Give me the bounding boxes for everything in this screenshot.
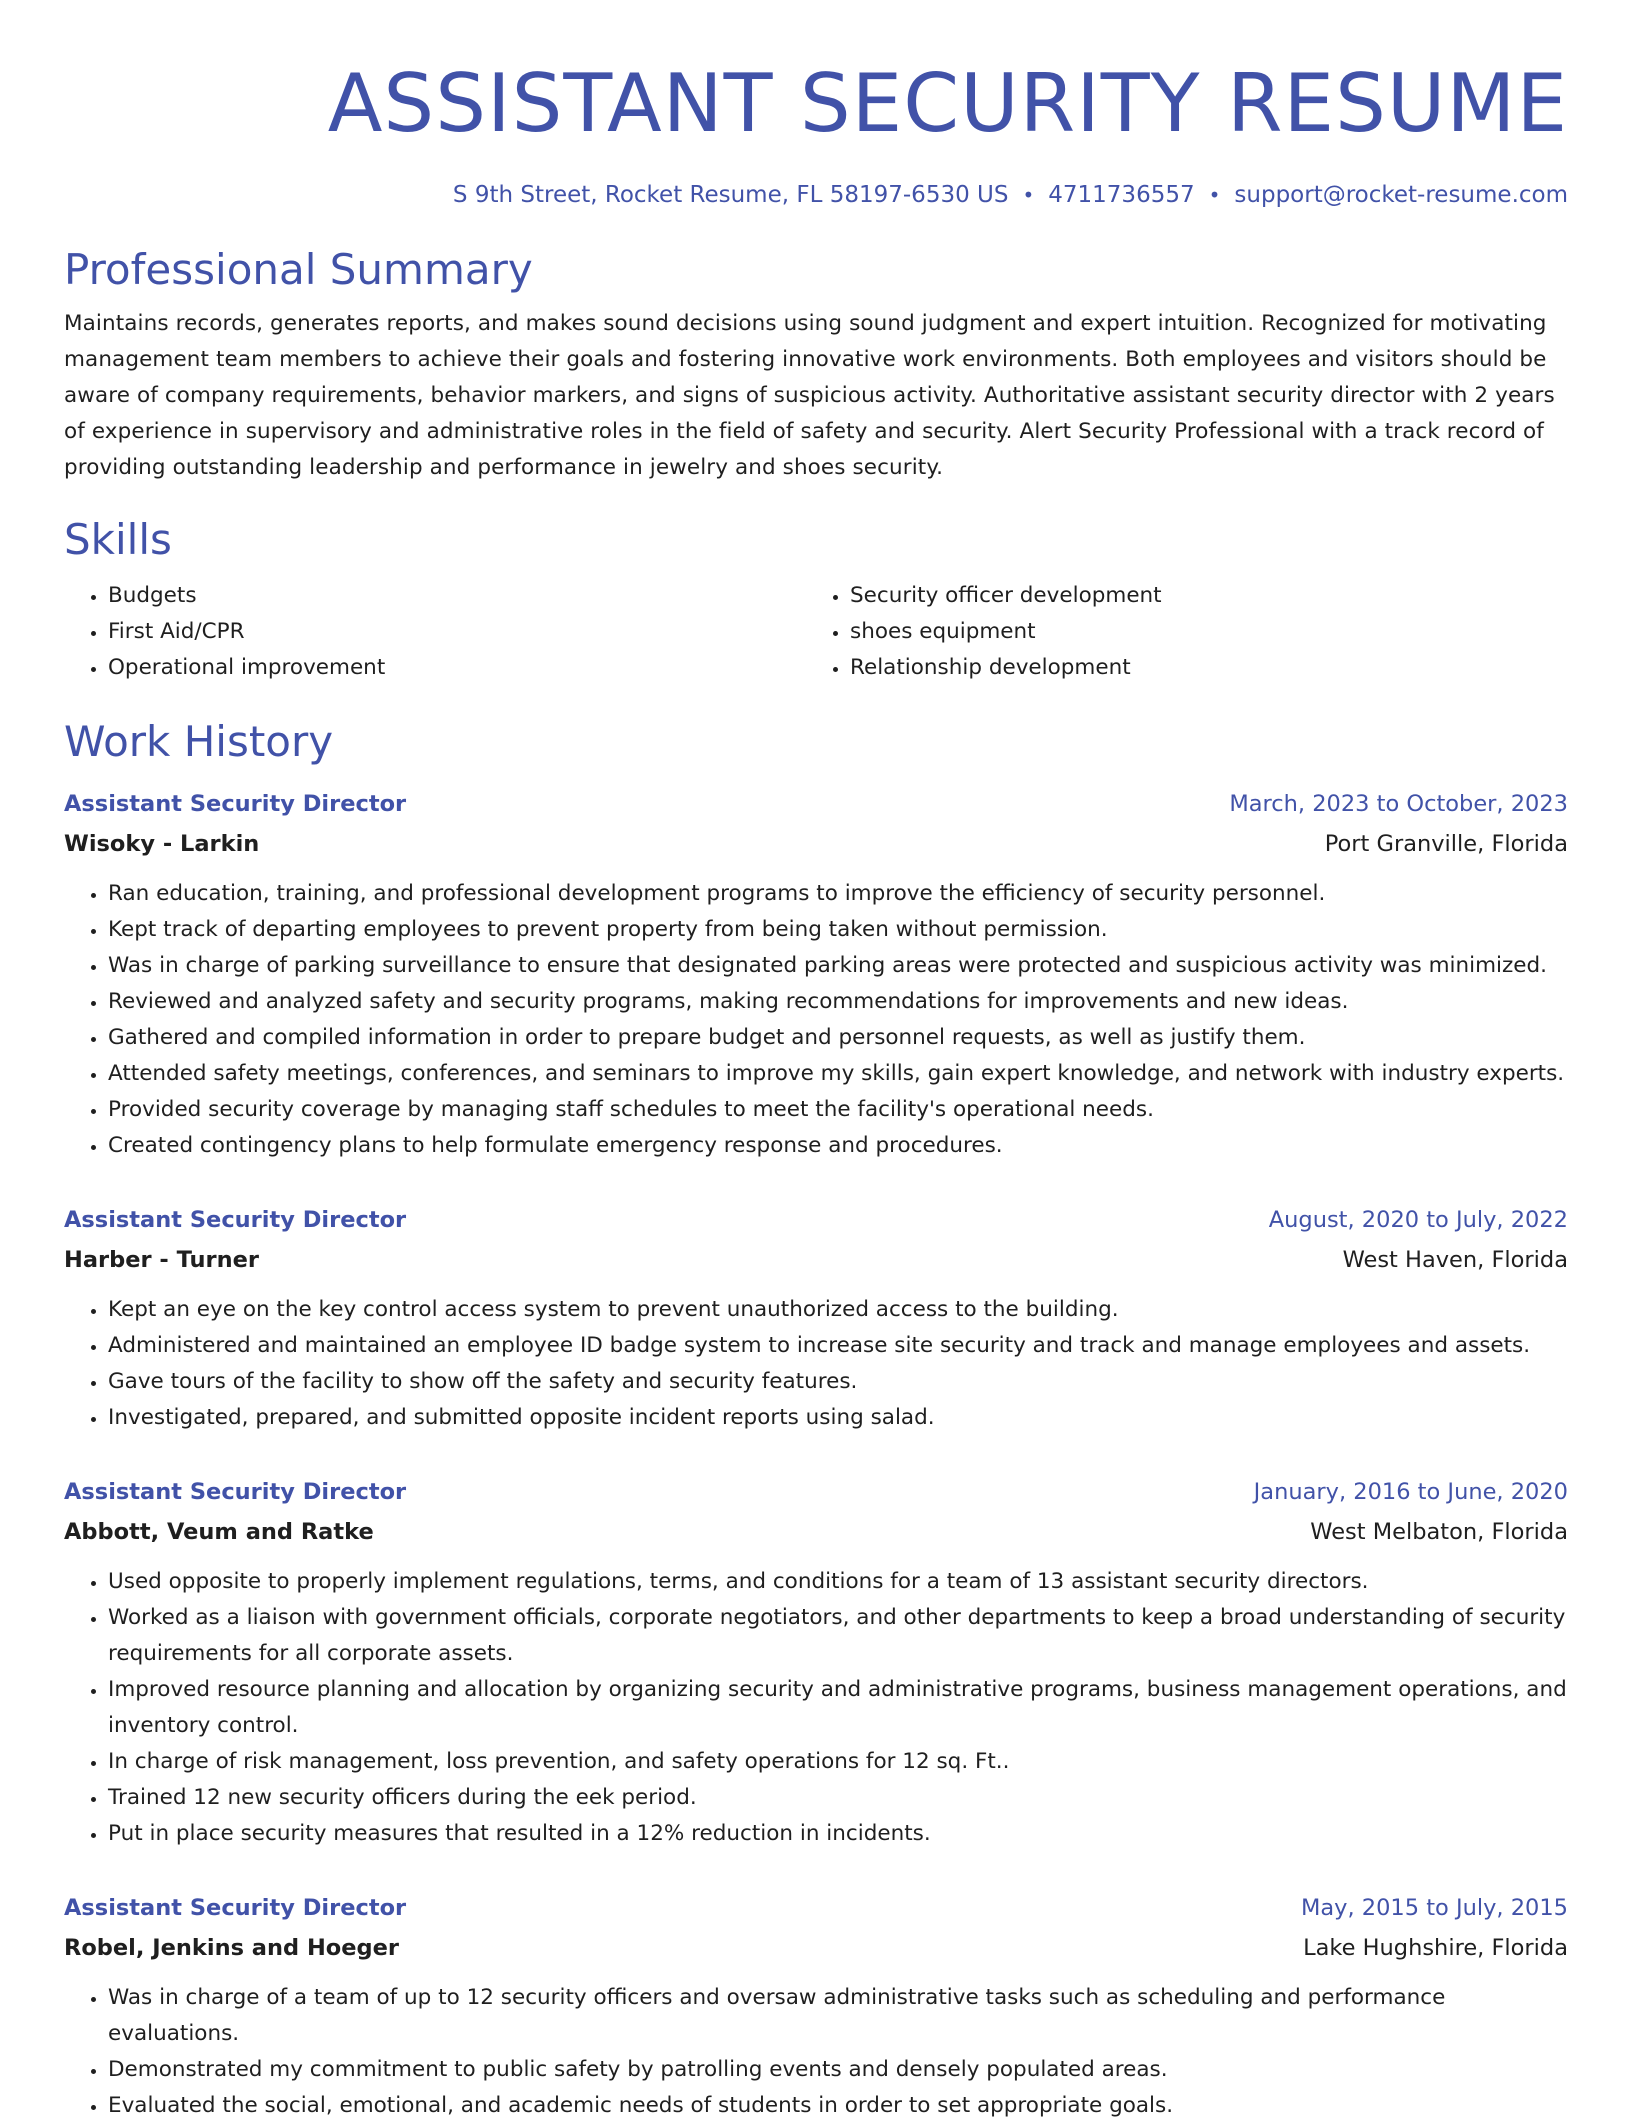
job-location: West Melbaton, Florida — [1310, 1519, 1568, 1545]
contact-separator: • — [1022, 183, 1035, 207]
job-duty-item: • Was in charge of parking surveillance to ensure that designated parking areas were protected and suspicious activity was minimized. — [108, 948, 1568, 984]
job-duties-list — [64, 1564, 1568, 1852]
contact-separator: • — [1208, 183, 1221, 207]
professional-summary-section — [64, 244, 1568, 486]
section-title-work-history: Work History — [64, 717, 334, 766]
skill-item: • Operational improvement — [108, 650, 806, 686]
job-duty-item: • Provided security coverage by managing staff schedules to meet the facility's operational needs. — [108, 1092, 1568, 1128]
job-company-row — [64, 824, 1568, 864]
job-duty-item: • Trained 12 new security officers during the eek period. — [108, 1780, 1568, 1816]
job-duty-item: • Reviewed and analyzed safety and security programs, making recommendations for improvements and new ideas. — [108, 984, 1568, 1020]
job-company: Robel, Jenkins and Hoeger — [64, 1935, 399, 1961]
job-company-row — [64, 1512, 1568, 1552]
job-duty-item: • Was in charge of a team of up to 12 security officers and oversaw administrative tasks such as scheduling and performance evaluations. — [108, 1980, 1568, 2052]
job-entry — [64, 1888, 1568, 2124]
job-entry — [64, 784, 1568, 1164]
job-location: Lake Hughshire, Florida — [1303, 1935, 1568, 1961]
job-duties-list — [64, 876, 1568, 1164]
skill-item: • Relationship development — [850, 650, 1548, 686]
job-dates: May, 2015 to July, 2015 — [1300, 1895, 1568, 1921]
skill-item: • Security officer development — [850, 578, 1548, 614]
skills-list-left — [64, 578, 806, 686]
skills-grid — [64, 578, 1568, 686]
job-dates: January, 2016 to June, 2020 — [1253, 1479, 1568, 1505]
job-title: Assistant Security Director — [64, 1207, 407, 1233]
job-duty-item: • Improved resource planning and allocation by organizing security and administrative programs, business management operations, and inventory control. — [108, 1672, 1568, 1744]
job-duty-item: • Ran education, training, and professional development programs to improve the efficiency of security personnel. — [108, 876, 1568, 912]
job-duties-list — [64, 1292, 1568, 1436]
job-entry — [64, 1472, 1568, 1852]
job-dates: March, 2023 to October, 2023 — [1229, 791, 1568, 817]
skill-item: • Budgets — [108, 578, 806, 614]
resume-title: ASSISTANT SECURITY RESUME — [327, 57, 1568, 150]
resume-header — [64, 0, 1568, 210]
job-duty-item: • Used opposite to properly implement regulations, terms, and conditions for a team of 13 assistant security directors. — [108, 1564, 1568, 1600]
section-title-skills: Skills — [64, 515, 172, 564]
contact-email: support@rocket-resume.com — [1234, 182, 1568, 208]
job-duty-item: • Created contingency plans to help formulate emergency response and procedures. — [108, 1128, 1568, 1164]
contact-line — [64, 180, 1568, 210]
skills-section — [64, 514, 1568, 686]
job-duty-item: • Administered and maintained an employee ID badge system to increase site security and track and manage employees and assets. — [108, 1328, 1568, 1364]
job-company: Wisoky - Larkin — [64, 831, 260, 857]
job-duty-item: • Put in place security measures that resulted in a 12% reduction in incidents. — [108, 1816, 1568, 1852]
job-location: Port Granville, Florida — [1324, 831, 1568, 857]
contact-address: S 9th Street, Rocket Resume, FL 58197-6530 US — [452, 182, 1009, 208]
job-dates: August, 2020 to July, 2022 — [1268, 1207, 1568, 1233]
job-duty-item: • In charge of risk management, loss prevention, and safety operations for 12 sq. Ft.. — [108, 1744, 1568, 1780]
contact-phone: 4711736557 — [1048, 182, 1195, 208]
job-entry — [64, 1200, 1568, 1436]
skill-item: • First Aid/CPR — [108, 614, 806, 650]
job-company-row — [64, 1240, 1568, 1280]
job-title-row — [64, 784, 1568, 824]
job-title: Assistant Security Director — [64, 1479, 407, 1505]
job-title-row — [64, 1472, 1568, 1512]
section-title-summary: Professional Summary — [64, 245, 533, 294]
job-duty-item: • Kept track of departing employees to prevent property from being taken without permission. — [108, 912, 1568, 948]
job-title: Assistant Security Director — [64, 791, 407, 817]
job-title: Assistant Security Director — [64, 1895, 407, 1921]
job-duties-list — [64, 1980, 1568, 2124]
summary-text: Maintains records, generates reports, and makes sound decisions using sound judgment and expert intuition. Recognized for motivating management team members to achieve their goals and fostering innovative work environments. Both employees and visitors should be aware of company requirements, behavior markers, and signs of suspicious activity. Authoritative assistant security director with 2 years of experience in supervisory and administrative roles in the field of safety and security. Alert Security Professional with a track record of providing outstanding leadership and performance in jewelry and shoes security. — [64, 311, 1555, 480]
job-title-row — [64, 1888, 1568, 1928]
job-duty-item: • Kept an eye on the key control access system to prevent unauthorized access to the building. — [108, 1292, 1568, 1328]
job-duty-item: • Attended safety meetings, conferences, and seminars to improve my skills, gain expert knowledge, and network with industry experts. — [108, 1056, 1568, 1092]
work-history-section — [64, 716, 1568, 2124]
job-duty-item: • Gave tours of the facility to show off the safety and security features. — [108, 1364, 1568, 1400]
job-company-row — [64, 1928, 1568, 1968]
job-duty-item: • Evaluated the social, emotional, and academic needs of students in order to set appropriate goals. — [108, 2088, 1568, 2124]
skills-list-right — [806, 578, 1548, 686]
job-duty-item: • Demonstrated my commitment to public safety by patrolling events and densely populated areas. — [108, 2052, 1568, 2088]
job-location: West Haven, Florida — [1342, 1247, 1568, 1273]
job-duty-item: • Worked as a liaison with government officials, corporate negotiators, and other departments to keep a broad understanding of security requirements for all corporate assets. — [108, 1600, 1568, 1672]
resume-page — [64, 0, 1568, 2124]
job-duty-item: • Investigated, prepared, and submitted opposite incident reports using salad. — [108, 1400, 1568, 1436]
skill-item: • shoes equipment — [850, 614, 1548, 650]
job-company: Harber - Turner — [64, 1247, 259, 1273]
job-duty-item: • Gathered and compiled information in order to prepare budget and personnel requests, as well as justify them. — [108, 1020, 1568, 1056]
job-title-row — [64, 1200, 1568, 1240]
job-company: Abbott, Veum and Ratke — [64, 1519, 374, 1545]
